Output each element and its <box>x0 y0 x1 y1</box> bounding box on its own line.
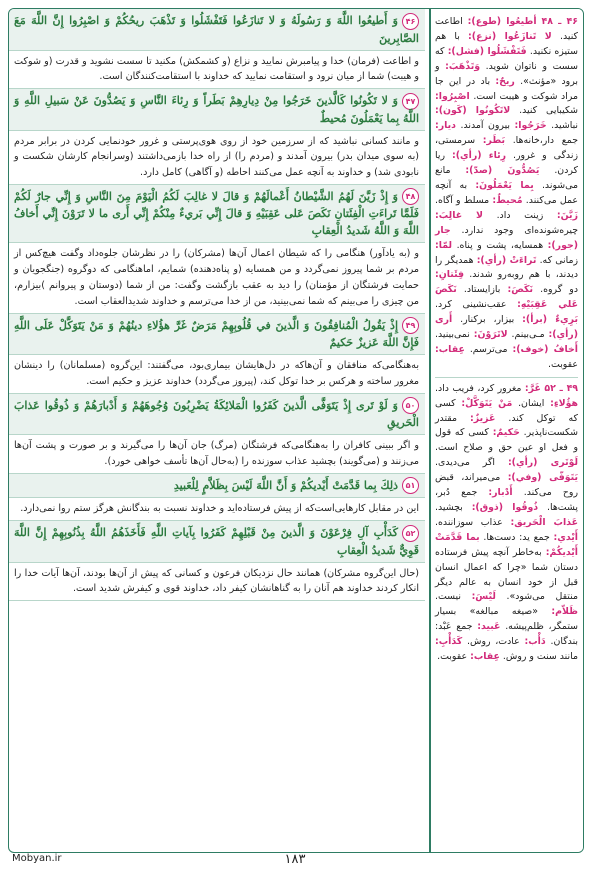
verse-arabic-text: وَ لا تَكُونُوا كَالَّذينَ خَرَجُوا مِنْ دِيارِهِمْ بَطَراً وَ رِئاءَ النَّاسِ وَ يَصُدُّونَ عَنْ سَبيلِ اللَّهِ وَ اللَّهُ بِما يَعْمَلُونَ مُحيطٌ <box>14 94 419 125</box>
glossary-word: لا تَنازَعُوا (نزع): <box>468 30 552 42</box>
page-number: ۱۸۳ <box>284 852 306 867</box>
glossary-meaning: بازایستاد. <box>463 284 501 296</box>
page-frame <box>8 8 584 853</box>
glossary-meaning: نمی‌بینید. <box>435 329 470 341</box>
verse-number-badge: ۴۸ <box>402 188 419 205</box>
glossary-word: فَتَفْشَلُوا (فشل): <box>447 45 527 57</box>
main-column <box>9 9 425 852</box>
glossary-meaning: کسی که توکل کند. <box>435 397 579 424</box>
glossary-meaning: مقتدر شکست‌ناپذیر. <box>435 412 579 439</box>
verse-number-badge: ۴۶ <box>402 13 419 30</box>
glossary-meaning: کسی که قول و فعل او عین حق و صلاح است. <box>435 427 578 454</box>
verse-translation: به‌هنگامی‌که منافقان و آن‌هاکه در دل‌هایشان بیماری‌بود، می‌گفتند: این‌گروه (مسلمانان) را دینشان مغرور ساخته و هرکس بر خدا توکل کند، (پیروز می‌گردد) خداوند عزیز و حکیم است. <box>9 355 425 394</box>
glossary-word: دَأْب: <box>524 636 546 648</box>
glossary-meaning: همسایه، پشت و پناه. <box>456 239 544 251</box>
verse-arabic <box>9 474 425 499</box>
glossary-meaning: زمانی که. <box>539 254 579 266</box>
glossary-word: ريحٌ: <box>495 75 515 87</box>
glossary-meaning: شکیبایی کنید. <box>519 105 578 117</box>
glossary-word: خَرَجُوا: <box>514 120 547 132</box>
glossary-word: أَيْدي: <box>553 531 579 543</box>
verse-arabic-text: ذلِكَ بِما قَدَّمَتْ أَيْديكُمْ وَ أَنَّ اللَّهَ لَيْسَ بِظَلاَّمٍ لِلْعَبيدِ <box>173 478 398 492</box>
glossary-meaning: «صیغه مبالغه» بسیار ستمگر، ظلم‌پیشه. <box>435 606 579 633</box>
glossary-meaning: می‌میراند، قبض روح می‌کند. <box>435 472 578 499</box>
glossary-word: عَبيد: <box>477 621 501 633</box>
glossary-word: نَكَصَ عَلي عَقِبَيْهِ: <box>435 284 578 311</box>
glossary-meaning: عذاب سوزاننده. <box>435 516 503 528</box>
glossary-meaning: به‌خاطر آنچه پیش فرستاده دستان شما «چرا که اعمال انسان قبل از خود انسان به عالم دیگر منتقل می‌شود». <box>435 546 578 603</box>
verse-arabic <box>9 521 425 563</box>
glossary-word: زَيَّنَ: <box>556 209 578 221</box>
glossary-word: لاتَكُونُوا (كَون): <box>435 105 511 117</box>
glossary-meaning: اطاعت کنید. <box>435 16 578 42</box>
glossary-meaning: عقوبت. <box>437 651 468 663</box>
glossary-word: تَراءَتْ (رأي): <box>476 254 537 266</box>
glossary-word: بما قَدَّمَتْ أَيْديكُمْ: <box>435 531 578 558</box>
glossary-meaning: جمع عَبْد: بندگان. <box>435 621 579 648</box>
glossary-meaning: عقب‌نشینی کرد. <box>435 299 507 311</box>
glossary-word: بَرِيءٌ (برأ): <box>522 314 578 326</box>
glossary-meaning: نیست. <box>435 591 461 603</box>
glossary-word: وَتَذْهَبَ: <box>445 60 481 72</box>
glossary-meaning: با هم ستیزه نکنید. <box>435 30 578 57</box>
glossary-word: أَخافُ (خوف): <box>512 343 578 355</box>
glossary-word: لا غالِبَ: <box>435 209 483 221</box>
glossary-meaning: بچشید. <box>435 502 463 513</box>
glossary-word: نَكَصَ: <box>507 284 533 296</box>
glossary-word: عَذابَ الْحَريق: <box>510 516 579 528</box>
glossary-word: يَتَوَفّى (وفي): <box>507 472 579 484</box>
verse-translation: (حال این‌گروه مشرکان) همانند حال نزدیکان فرعون و کسانی که پیش از آن‌ها بودند، آن‌ها آیات خدا را انکار کردند خداوند هم آنان را به گناهانشان کیفر داد، خداوند قوی و کیفرش شدید است. <box>9 563 425 602</box>
verse-arabic <box>9 185 425 244</box>
glossary-meaning: جمع دار،خانه‌ها. <box>512 135 578 147</box>
verse-arabic-text: كَدَأْبِ آلِ فِرْعَوْنَ وَ الَّذينَ مِنْ قَبْلِهِمْ كَفَرُوا بِآياتِ اللَّهِ فَأَخَذَهُمُ اللَّهُ بِذُنُوبِهِمْ إِنَّ اللَّهَ قَوِيٌّ شَديدُ الْعِقابِ <box>14 526 419 557</box>
glossary-meaning: جمع دُبر، پشت‌ها. <box>435 487 578 513</box>
glossary-meaning: همدیگر را دیدند، با هم روبه‌رو شدند. <box>435 254 578 281</box>
glossary-meaning: عقوبت. <box>548 358 578 370</box>
glossary-meaning: به آنچه عمل می‌کنند. <box>435 179 578 206</box>
verse-number-badge: ۴۹ <box>402 317 419 334</box>
glossary-section <box>435 382 578 665</box>
glossary-meaning: باد در این جا مراد شوکت و هیبت است. <box>435 75 578 102</box>
glossary-meaning: بیرون آمدند. <box>460 120 511 132</box>
glossary-meaning: ایشان. <box>518 397 545 409</box>
glossary-meaning: دو گروه. <box>540 284 579 296</box>
glossary-meaning: چیره‌شونده‌ای وجود ندارد. <box>461 224 578 236</box>
glossary-word: هؤُلاءِ: <box>550 397 578 409</box>
glossary-word: جار (جور): <box>435 224 578 251</box>
glossary-word: ذُوقُوا (ذوق): <box>471 502 539 513</box>
verse-arabic-text: وَ أَطيعُوا اللَّهَ وَ رَسُولَهُ وَ لا تَنازَعُوا فَتَفْشَلُوا وَ تَذْهَبَ ريحُكُمْ وَ اصْبِرُوا إِنَّ اللَّهَ مَعَ الصَّابِرينَ <box>14 14 419 45</box>
glossary-word: مُحيطٌ: <box>492 194 523 206</box>
verse-arabic <box>9 394 425 436</box>
glossary-word: مَنْ يَتَوَكَّلْ: <box>461 397 513 409</box>
glossary-word: اصْبِرُوا: <box>435 90 470 102</box>
verse-arabic-text: إِذْ يَقُولُ الْمُنافِقُونَ وَ الَّذينَ في قُلُوبِهِمْ مَرَضٌ غَرَّ هؤُلاءِ دينُهُمْ وَ مَنْ يَتَوَكَّلْ عَلَى اللَّهِ فَإِنَّ اللَّهَ عَزيزٌ حَكيمٌ <box>14 318 419 350</box>
verse-arabic <box>9 314 425 356</box>
glossary-meaning: و برود «مؤنث». <box>435 60 578 87</box>
glossary-word: غَرَّ: <box>524 382 541 394</box>
glossary-word: لاتَرَوْنَ: <box>473 329 508 341</box>
glossary-meaning: مـی‌بینم. <box>511 329 545 341</box>
glossary-meaning: که سست و ناتوان شوید. <box>435 45 578 72</box>
glossary-word: ديار: <box>435 120 456 132</box>
glossary-word: حَكيمٌ: <box>492 427 520 439</box>
glossary-meaning: مانع می‌شوند. <box>435 165 578 191</box>
glossary-meaning: مسلط و آگاه. <box>435 194 490 206</box>
verse-number-badge: ۴۷ <box>402 93 419 110</box>
glossary-column <box>429 9 583 852</box>
glossary-meaning: مغرور کرد، فریب داد. <box>435 382 522 394</box>
glossary-meaning: ریا کردن. <box>435 150 579 177</box>
verse-translation: و مانند کسانی نباشید که از سرزمین خود از روی هوی‌پرستی و غرور خودنمایی کردن در برابر مردم (به سوی میدان بدر) بیرون آمدند و (مردم را) از راه خدا بازمی‌داشتند (وسرانجام کارشان شکست و نابودی شد) و خداوند به آنچه عمل می‌کنند احاطه (و آگاهی) کامل دارد. <box>9 131 425 185</box>
glossary-word: فِئَتانِ: <box>435 269 465 281</box>
verse-arabic <box>9 89 425 131</box>
verse-number-badge: ۵۲ <box>402 525 419 542</box>
glossary-section <box>435 15 578 373</box>
verse-arabic <box>9 9 425 51</box>
verse-translation: و اطاعت (فرمان) خدا و پیامبرش نمایید و نزاع (و کشمکش) مکنید تا سست نشوید و قدرت (و شوکت و هیبت) شما از میان نرود و استقامت نمایید که خداوند با استقامت‌کنندگان است. <box>9 51 425 90</box>
glossary-word: بِما يَعْمَلُونَ: <box>475 179 534 191</box>
glossary-divider <box>435 377 578 378</box>
verse-translation: و (به یادآور) هنگامی را که شیطان اعمال آن‌ها (مشرکان) را در نظرشان جلوه‌داد وگفت هیچ‌کس از مردم بر شما پیروز نمی‌گردد و من همسایه (و پناه‌دهنده) شمایم، اماهنگامی که دوگروه (جنگجویان و حمایت فرشتگان از مؤمنان) را دید به عقب بازگشت وگفت: من از شما (دوستان و پیروانم )بیزارم، من چیزی را می‌بینم که شما نمی‌بینید، من از خدا می‌ترسم و خداوند شدیدالعقاب است. <box>9 243 425 313</box>
glossary-word: لمّا: <box>435 239 453 251</box>
glossary-word: لَوْتَرى (رأي): <box>507 457 578 469</box>
glossary-word: عِقاب: <box>435 343 465 355</box>
glossary-meaning: نباشید. <box>551 120 579 132</box>
watermark: Mobyan.ir <box>12 853 62 864</box>
glossary-word: أَدْبار: <box>488 487 513 499</box>
glossary-meaning: مانند سنت و روش. <box>502 651 578 663</box>
verse-number-badge: ۵۱ <box>402 477 419 494</box>
glossary-word: عِقاب: <box>470 651 500 663</box>
glossary-meaning: می‌ترسم. <box>469 343 508 355</box>
glossary-section-header: ۴۹ ـ ۵۲ <box>544 382 579 394</box>
glossary-meaning: عادت، روش. <box>467 636 520 648</box>
glossary-meaning: بیزار، برکنار. <box>460 314 515 326</box>
glossary-meaning: سرمستی، زندگی و غرور. <box>435 135 578 162</box>
glossary-section-header: ۴۶ ـ ۴۸ <box>541 16 578 27</box>
verse-translation: این در مقابل کارهایی‌است‌که از پیش فرستاده‌اید و خداوند نسبت به بندگانش هرگز ستم روا نمی‌دارد. <box>9 498 425 521</box>
glossary-meaning: زینت داد. <box>496 209 544 221</box>
glossary-meaning: اگر می‌دیدی. <box>435 457 496 469</box>
glossary-word: يَصُدُّونَ (صدّ): <box>465 165 540 177</box>
glossary-word: لَيْسَ: <box>471 591 496 603</box>
verse-translation: و اگر ببینی کافران را به‌هنگامی‌که فرشتگان (مرگ) جان آن‌ها را می‌گیرند و بر صورت و پشت آن‌ها می‌زنند و (می‌گویند) بچشید عذاب سوزنده را (به‌حال آن‌ها تأسف خواهی خورد). <box>9 435 425 474</box>
verse-arabic-text: وَ لَوْ تَرى إِذْ يَتَوَفَّى الَّذينَ كَفَرُوا الْمَلائِكَةُ يَضْرِبُونَ وُجُوهَهُمْ وَ أَدْبارَهُمْ وَ ذُوقُوا عَذابَ الْحَريقِ <box>14 398 419 430</box>
glossary-word: أَرى (رأي): <box>435 314 578 341</box>
glossary-word: ظَلاّم: <box>551 606 578 618</box>
verse-number-badge: ۵۰ <box>402 397 419 414</box>
glossary-word: بَطَر: <box>482 135 506 147</box>
glossary-word: عَزيزٌ: <box>470 412 496 424</box>
glossary-meaning: جمع يد: دست‌ها. <box>483 531 550 543</box>
glossary-word: رِئاء (رأي): <box>452 150 507 162</box>
glossary-word: كَدَأْبِ: <box>435 636 463 648</box>
glossary-word: أطيعُوا (طوع): <box>467 16 537 27</box>
verse-arabic-text: وَ إِذْ زَيَّنَ لَهُمُ الشَّيْطانُ أَعْمالَهُمْ وَ قالَ لا غالِبَ لَكُمُ الْيَوْمَ مِنَ النَّاسِ وَ إِنِّي جارٌ لَكُمْ فَلَمَّا تَراءَتِ الْفِئَتانِ نَكَصَ عَلى عَقِبَيْهِ وَ قالَ إِنِّي بَريءٌ مِنْكُمْ إِنِّي أَرى ما لا تَرَوْنَ إِنِّي أَخافُ اللَّهَ وَ اللَّهُ شَديدُ الْعِقابِ <box>14 189 419 238</box>
